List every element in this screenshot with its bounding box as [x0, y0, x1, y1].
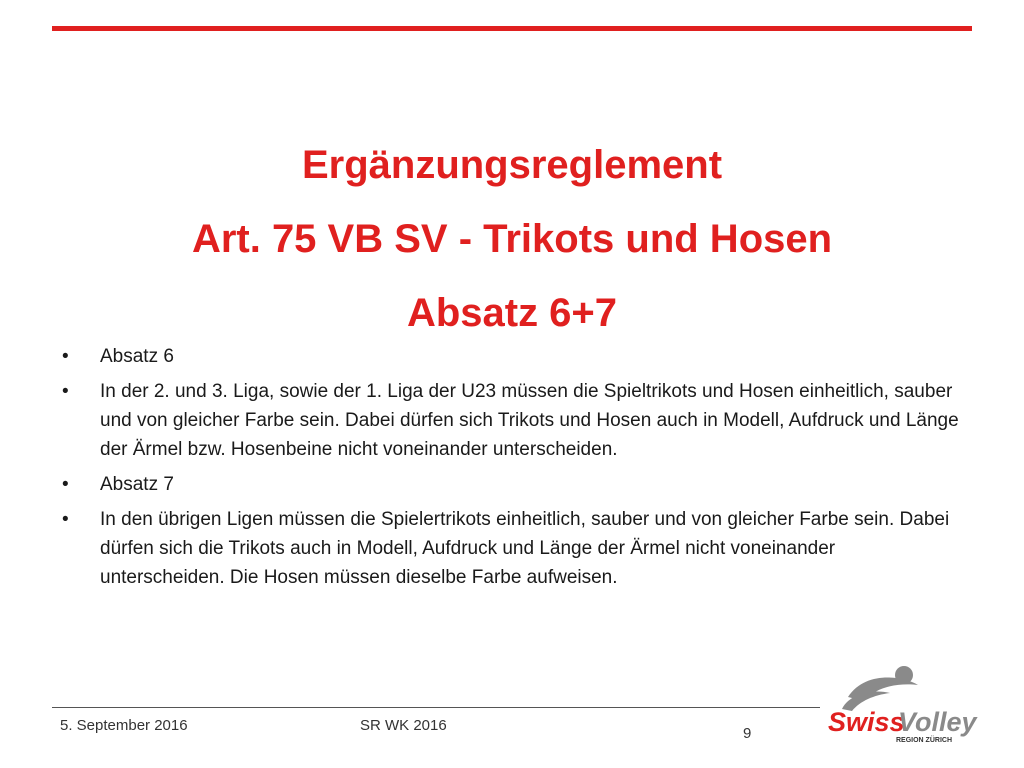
bullet-list — [62, 342, 962, 598]
title-line-3: Absatz 6+7 — [406, 291, 618, 335]
title-line-1: Ergänzungsreglement — [301, 143, 723, 187]
bullet-text: Absatz 7 — [100, 474, 174, 495]
bullet-item — [62, 377, 962, 464]
bullet-text: Absatz 6 — [100, 346, 174, 367]
bullet-dot-icon: • — [62, 509, 69, 530]
footer-title: SR WK 2016 — [360, 717, 447, 734]
page-number: 9 — [743, 725, 752, 742]
bullet-dot-icon: • — [62, 381, 69, 402]
bullet-text: In den übrigen Ligen müssen die Spielertrikots einheitlich, sauber und von gleicher Farbe sein. Dabei dürfen sich die Trikots auch in Modell, Aufdruck und Länge der Ärmel nicht voneinander unterscheiden. Die Hosen müssen dieselbe Farbe aufweisen. — [100, 509, 950, 588]
bullet-item — [62, 505, 962, 592]
bullet-dot-icon: • — [62, 474, 69, 495]
top-accent-bar — [52, 26, 972, 31]
logo-word-swiss: Swiss — [828, 707, 905, 737]
bullet-item — [62, 342, 962, 371]
footer-divider — [52, 707, 820, 708]
slide-title — [0, 128, 1024, 350]
title-line-2: Art. 75 VB SV - Trikots und Hosen — [191, 217, 833, 261]
swissvolley-logo — [826, 663, 981, 745]
footer-date: 5. September 2016 — [60, 717, 188, 734]
logo-word-volley: Volley — [898, 707, 977, 737]
bullet-dot-icon: • — [62, 346, 69, 367]
bullet-text: In der 2. und 3. Liga, sowie der 1. Liga der U23 müssen die Spieltrikots und Hosen einheitlich, sauber und von gleicher Farbe sein. Dabei dürfen sich Trikots und Hosen auch in Modell, Aufdruck und Länge der Ärmel bzw. Hosenbeine nicht voneinander unterscheiden. — [100, 381, 959, 460]
logo-region: REGION ZÜRICH — [896, 737, 952, 744]
bullet-item — [62, 470, 962, 499]
